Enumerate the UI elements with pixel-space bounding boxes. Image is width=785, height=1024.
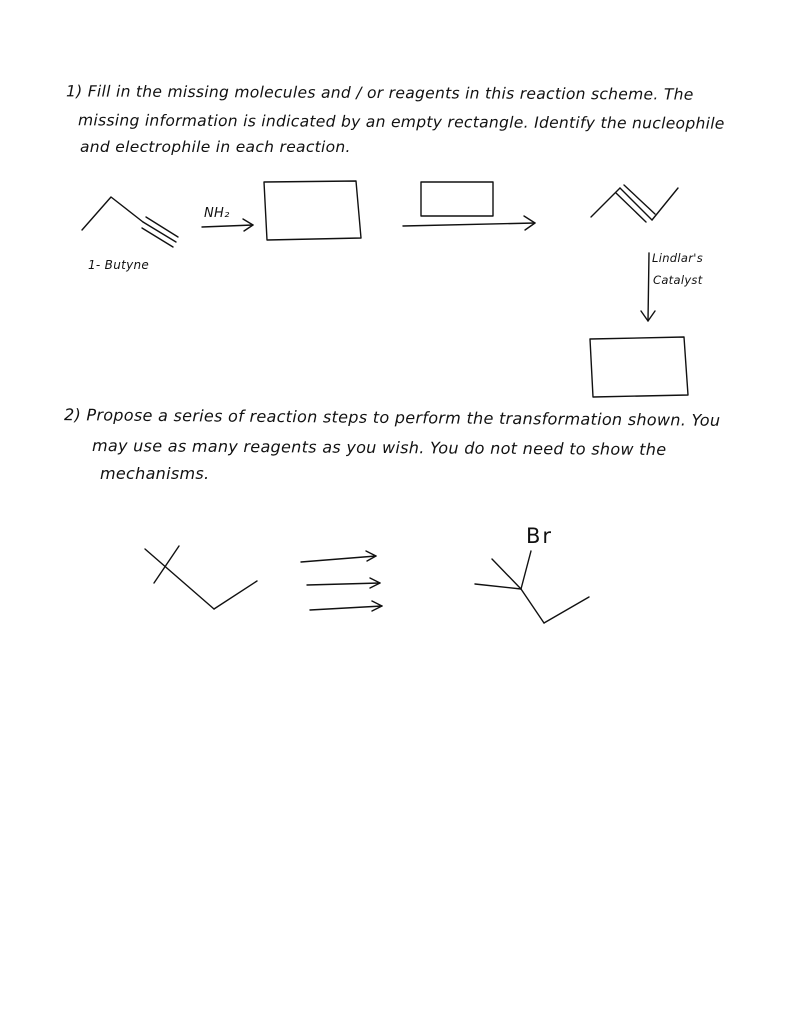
answer-box-1	[264, 181, 361, 240]
butyne-structure	[82, 197, 178, 247]
q1-line-3: and electrophile in each reaction.	[80, 138, 351, 156]
bromine-label: Br	[526, 524, 554, 548]
q1-line-2: missing information is indicated by an empty rectangle. Identify the nucleophile	[77, 111, 725, 133]
q1-line-1: 1) Fill in the missing molecules and / or reagents in this reaction scheme. The	[65, 82, 694, 104]
q2-line-3: mechanisms.	[100, 464, 210, 483]
answer-box-3	[590, 337, 688, 397]
lindlar-label-line-2: Catalyst	[653, 273, 703, 287]
lindlar-arrow	[641, 253, 655, 321]
long-reaction-arrow	[403, 216, 535, 230]
nh2-reagent-label: NH₂	[204, 206, 230, 221]
alkyne-product-structure	[591, 185, 678, 222]
lindlar-label-line-1: Lindlar's	[652, 251, 704, 265]
q2-line-2: may use as many reagents as you wish. You do not need to show the	[91, 435, 667, 460]
butyne-single-bonds	[82, 197, 143, 230]
starting-alkane-structure	[145, 546, 257, 609]
nh2-arrow	[202, 219, 253, 231]
q2-line-1: 2) Propose a series of reaction steps to perform the transformation shown. You	[63, 405, 721, 430]
butyne-label: 1- Butyne	[88, 258, 150, 272]
multi-step-arrows	[301, 551, 382, 611]
bromo-product-structure	[475, 551, 589, 623]
answer-box-2	[421, 182, 493, 216]
